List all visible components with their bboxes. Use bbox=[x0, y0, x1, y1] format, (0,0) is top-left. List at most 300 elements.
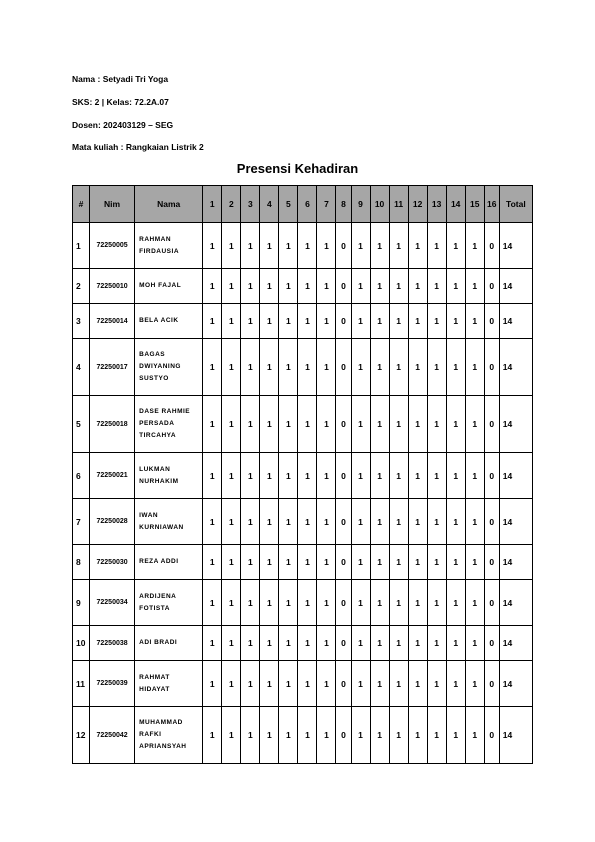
attendance-cell: 1 bbox=[389, 545, 408, 580]
column-header: 8 bbox=[336, 186, 351, 223]
attendance-cell: 1 bbox=[389, 707, 408, 764]
attendance-cell: 0 bbox=[336, 499, 351, 545]
attendance-cell: 1 bbox=[389, 661, 408, 707]
attendance-cell: 1 bbox=[279, 580, 298, 626]
attendance-cell: 1 bbox=[427, 545, 446, 580]
attendance-cell: 1 bbox=[222, 707, 241, 764]
attendance-cell: 1 bbox=[279, 661, 298, 707]
attendance-cell: 1 bbox=[446, 707, 465, 764]
total-cell: 14 bbox=[499, 453, 532, 499]
attendance-cell: 1 bbox=[260, 304, 279, 339]
attendance-cell: 1 bbox=[408, 339, 427, 396]
attendance-cell: 0 bbox=[336, 453, 351, 499]
attendance-cell: 1 bbox=[446, 545, 465, 580]
student-nim: 72250034 bbox=[90, 580, 135, 626]
student-name-line: LUKMAN bbox=[139, 465, 171, 473]
student-name-cell bbox=[135, 707, 203, 764]
attendance-cell: 0 bbox=[336, 304, 351, 339]
attendance-cell: 1 bbox=[446, 626, 465, 661]
attendance-cell: 1 bbox=[351, 223, 370, 269]
attendance-cell: 1 bbox=[260, 453, 279, 499]
attendance-cell: 1 bbox=[370, 396, 389, 453]
attendance-cell: 1 bbox=[222, 223, 241, 269]
row-number: 5 bbox=[73, 396, 90, 453]
student-nim: 72250038 bbox=[90, 626, 135, 661]
attendance-cell: 0 bbox=[336, 661, 351, 707]
column-header: 9 bbox=[351, 186, 370, 223]
student-nim: 72250042 bbox=[90, 707, 135, 764]
attendance-cell: 1 bbox=[465, 396, 484, 453]
attendance-cell: 1 bbox=[279, 453, 298, 499]
attendance-cell: 1 bbox=[317, 707, 336, 764]
row-number: 7 bbox=[73, 499, 90, 545]
attendance-cell: 1 bbox=[370, 269, 389, 304]
attendance-cell: 1 bbox=[241, 396, 260, 453]
attendance-cell: 1 bbox=[465, 626, 484, 661]
student-name-line: REZA ADDI bbox=[139, 558, 179, 565]
column-header: 7 bbox=[317, 186, 336, 223]
attendance-cell: 1 bbox=[260, 396, 279, 453]
attendance-cell: 1 bbox=[241, 545, 260, 580]
student-name-cell bbox=[135, 545, 203, 580]
attendance-cell: 1 bbox=[465, 339, 484, 396]
attendance-cell: 1 bbox=[351, 626, 370, 661]
student-name-line: DWIYANING bbox=[139, 363, 181, 370]
attendance-cell: 1 bbox=[222, 339, 241, 396]
attendance-cell: 0 bbox=[336, 626, 351, 661]
table-row bbox=[73, 453, 533, 499]
attendance-cell: 1 bbox=[427, 269, 446, 304]
attendance-cell: 1 bbox=[427, 396, 446, 453]
attendance-cell: 0 bbox=[484, 396, 499, 453]
attendance-cell: 1 bbox=[260, 661, 279, 707]
student-nim: 72250030 bbox=[90, 545, 135, 580]
attendance-cell: 1 bbox=[389, 499, 408, 545]
row-number: 9 bbox=[73, 580, 90, 626]
lecturer: Dosen: 202403129 – SEG bbox=[72, 120, 174, 130]
column-header: 6 bbox=[298, 186, 317, 223]
column-header: 14 bbox=[446, 186, 465, 223]
attendance-cell: 1 bbox=[427, 453, 446, 499]
attendance-cell: 1 bbox=[317, 453, 336, 499]
attendance-cell: 1 bbox=[279, 626, 298, 661]
attendance-cell: 1 bbox=[222, 269, 241, 304]
attendance-cell: 1 bbox=[279, 545, 298, 580]
attendance-cell: 1 bbox=[222, 580, 241, 626]
attendance-cell: 1 bbox=[222, 661, 241, 707]
attendance-cell: 1 bbox=[427, 339, 446, 396]
attendance-cell: 1 bbox=[446, 269, 465, 304]
attendance-cell: 1 bbox=[446, 223, 465, 269]
attendance-cell: 1 bbox=[389, 223, 408, 269]
total-cell: 14 bbox=[499, 661, 532, 707]
table-row bbox=[73, 396, 533, 453]
attendance-cell: 1 bbox=[465, 580, 484, 626]
attendance-cell: 1 bbox=[465, 707, 484, 764]
attendance-cell: 0 bbox=[336, 707, 351, 764]
attendance-cell: 1 bbox=[298, 580, 317, 626]
attendance-cell: 1 bbox=[279, 707, 298, 764]
total-cell: 14 bbox=[499, 304, 532, 339]
student-name-cell bbox=[135, 453, 203, 499]
student-name-line: RAFKI bbox=[139, 731, 162, 738]
column-header: 1 bbox=[203, 186, 222, 223]
attendance-cell: 1 bbox=[241, 304, 260, 339]
attendance-cell: 1 bbox=[465, 453, 484, 499]
student-name-line: DASE RAHMIE bbox=[139, 408, 191, 415]
attendance-cell: 1 bbox=[351, 396, 370, 453]
course-name: Mata kuliah : Rangkaian Listrik 2 bbox=[72, 142, 204, 152]
attendance-cell: 1 bbox=[317, 499, 336, 545]
attendance-cell: 0 bbox=[336, 269, 351, 304]
student-name-line: BAGAS bbox=[139, 351, 166, 358]
attendance-cell: 1 bbox=[298, 626, 317, 661]
total-cell: 14 bbox=[499, 339, 532, 396]
attendance-cell: 1 bbox=[298, 661, 317, 707]
attendance-cell: 1 bbox=[279, 269, 298, 304]
attendance-cell: 1 bbox=[465, 661, 484, 707]
row-number: 1 bbox=[73, 223, 90, 269]
attendance-cell: 1 bbox=[260, 269, 279, 304]
attendance-cell: 1 bbox=[465, 499, 484, 545]
student-name-line: IWAN bbox=[139, 511, 159, 519]
attendance-cell: 1 bbox=[279, 223, 298, 269]
column-header: 13 bbox=[427, 186, 446, 223]
attendance-cell: 1 bbox=[351, 580, 370, 626]
attendance-cell: 0 bbox=[484, 626, 499, 661]
attendance-cell: 1 bbox=[427, 580, 446, 626]
student-name-cell bbox=[135, 580, 203, 626]
attendance-cell: 1 bbox=[317, 269, 336, 304]
total-cell: 14 bbox=[499, 396, 532, 453]
attendance-cell: 1 bbox=[351, 269, 370, 304]
attendance-cell: 1 bbox=[260, 223, 279, 269]
attendance-cell: 1 bbox=[203, 396, 222, 453]
attendance-table bbox=[72, 185, 533, 764]
attendance-cell: 1 bbox=[260, 707, 279, 764]
attendance-cell: 1 bbox=[222, 453, 241, 499]
table-row bbox=[73, 661, 533, 707]
row-number: 11 bbox=[73, 661, 90, 707]
attendance-cell: 1 bbox=[370, 626, 389, 661]
student-name-line: PERSADA bbox=[139, 420, 175, 427]
attendance-cell: 1 bbox=[389, 269, 408, 304]
attendance-cell: 1 bbox=[203, 223, 222, 269]
attendance-cell: 1 bbox=[427, 626, 446, 661]
attendance-cell: 1 bbox=[408, 707, 427, 764]
student-name-cell bbox=[135, 223, 203, 269]
attendance-cell: 0 bbox=[484, 661, 499, 707]
student-name-line: MUHAMMAD bbox=[139, 719, 183, 726]
sks-class: SKS: 2 | Kelas: 72.2A.07 bbox=[72, 97, 169, 107]
attendance-cell: 1 bbox=[446, 499, 465, 545]
attendance-cell: 0 bbox=[484, 269, 499, 304]
attendance-cell: 1 bbox=[222, 499, 241, 545]
table-row bbox=[73, 269, 533, 304]
row-number: 12 bbox=[73, 707, 90, 764]
table-header-row bbox=[73, 186, 533, 223]
student-name-line: RAHMAN bbox=[139, 235, 172, 243]
attendance-cell: 1 bbox=[389, 453, 408, 499]
attendance-cell: 1 bbox=[465, 269, 484, 304]
table-row bbox=[73, 304, 533, 339]
attendance-cell: 1 bbox=[279, 304, 298, 339]
attendance-cell: 1 bbox=[203, 453, 222, 499]
attendance-cell: 1 bbox=[298, 545, 317, 580]
attendance-cell: 1 bbox=[446, 339, 465, 396]
student-name-cell bbox=[135, 396, 203, 453]
table-row bbox=[73, 339, 533, 396]
row-number: 4 bbox=[73, 339, 90, 396]
student-name-cell bbox=[135, 626, 203, 661]
attendance-cell: 1 bbox=[427, 707, 446, 764]
attendance-cell: 1 bbox=[389, 396, 408, 453]
student-name-line: APRIANSYAH bbox=[139, 743, 187, 750]
attendance-cell: 1 bbox=[389, 339, 408, 396]
attendance-cell: 1 bbox=[241, 626, 260, 661]
column-header: 11 bbox=[389, 186, 408, 223]
column-header: 4 bbox=[260, 186, 279, 223]
total-cell: 14 bbox=[499, 499, 532, 545]
attendance-cell: 0 bbox=[484, 545, 499, 580]
student-nim: 72250021 bbox=[90, 453, 135, 499]
total-cell: 14 bbox=[499, 269, 532, 304]
total-cell: 14 bbox=[499, 626, 532, 661]
attendance-cell: 1 bbox=[298, 269, 317, 304]
attendance-cell: 1 bbox=[317, 626, 336, 661]
attendance-cell: 1 bbox=[260, 499, 279, 545]
total-cell: 14 bbox=[499, 580, 532, 626]
attendance-cell: 1 bbox=[260, 580, 279, 626]
attendance-cell: 1 bbox=[351, 453, 370, 499]
attendance-cell: 1 bbox=[241, 223, 260, 269]
student-name-line: KURNIAWAN bbox=[139, 523, 184, 531]
attendance-cell: 0 bbox=[484, 304, 499, 339]
row-number: 3 bbox=[73, 304, 90, 339]
attendance-cell: 1 bbox=[241, 453, 260, 499]
total-cell: 14 bbox=[499, 707, 532, 764]
attendance-cell: 1 bbox=[279, 499, 298, 545]
attendance-cell: 1 bbox=[260, 545, 279, 580]
attendance-cell: 1 bbox=[370, 661, 389, 707]
table-row bbox=[73, 707, 533, 764]
student-nim: 72250005 bbox=[90, 223, 135, 269]
column-header: 10 bbox=[370, 186, 389, 223]
attendance-cell: 1 bbox=[408, 453, 427, 499]
total-cell: 14 bbox=[499, 545, 532, 580]
page-title: Presensi Kehadiran bbox=[236, 161, 359, 176]
attendance-cell: 1 bbox=[408, 499, 427, 545]
attendance-cell: 1 bbox=[241, 499, 260, 545]
table-row bbox=[73, 545, 533, 580]
attendance-cell: 1 bbox=[241, 580, 260, 626]
attendance-cell: 0 bbox=[336, 580, 351, 626]
attendance-cell: 1 bbox=[446, 304, 465, 339]
student-name-line: TIRCAHYA bbox=[139, 432, 177, 439]
attendance-cell: 1 bbox=[465, 545, 484, 580]
attendance-cell: 1 bbox=[317, 223, 336, 269]
attendance-cell: 0 bbox=[484, 339, 499, 396]
attendance-cell: 0 bbox=[484, 580, 499, 626]
attendance-cell: 1 bbox=[203, 545, 222, 580]
column-header: 2 bbox=[222, 186, 241, 223]
student-name-line: ARDIJENA bbox=[139, 592, 177, 600]
row-number: 10 bbox=[73, 626, 90, 661]
column-header: 15 bbox=[465, 186, 484, 223]
attendance-cell: 1 bbox=[408, 545, 427, 580]
attendance-cell: 1 bbox=[351, 339, 370, 396]
table-row bbox=[73, 499, 533, 545]
attendance-cell: 1 bbox=[370, 453, 389, 499]
attendance-cell: 1 bbox=[203, 339, 222, 396]
attendance-cell: 1 bbox=[222, 545, 241, 580]
student-nim: 72250014 bbox=[90, 304, 135, 339]
attendance-cell: 1 bbox=[351, 499, 370, 545]
attendance-cell: 1 bbox=[203, 499, 222, 545]
attendance-cell: 1 bbox=[370, 545, 389, 580]
student-name-line: FOTISTA bbox=[139, 604, 170, 612]
attendance-cell: 1 bbox=[279, 396, 298, 453]
attendance-cell: 1 bbox=[222, 304, 241, 339]
attendance-cell: 1 bbox=[203, 580, 222, 626]
attendance-cell: 1 bbox=[408, 269, 427, 304]
attendance-cell: 1 bbox=[298, 499, 317, 545]
attendance-cell: 1 bbox=[408, 223, 427, 269]
row-number: 8 bbox=[73, 545, 90, 580]
column-header: 16 bbox=[484, 186, 499, 223]
total-cell: 14 bbox=[499, 223, 532, 269]
attendance-cell: 1 bbox=[317, 304, 336, 339]
attendance-cell: 1 bbox=[427, 304, 446, 339]
attendance-cell: 1 bbox=[203, 304, 222, 339]
attendance-cell: 1 bbox=[203, 626, 222, 661]
student-name-cell bbox=[135, 304, 203, 339]
attendance-cell: 1 bbox=[298, 707, 317, 764]
attendance-cell: 1 bbox=[298, 339, 317, 396]
attendance-cell: 1 bbox=[298, 304, 317, 339]
table-row bbox=[73, 626, 533, 661]
attendance-cell: 1 bbox=[241, 269, 260, 304]
attendance-cell: 1 bbox=[260, 626, 279, 661]
column-header: Total bbox=[499, 186, 532, 223]
attendance-cell: 1 bbox=[446, 396, 465, 453]
attendance-cell: 1 bbox=[446, 580, 465, 626]
column-header: 3 bbox=[241, 186, 260, 223]
table-row bbox=[73, 580, 533, 626]
attendance-cell: 1 bbox=[260, 339, 279, 396]
column-header: # bbox=[73, 186, 90, 223]
attendance-cell: 0 bbox=[484, 223, 499, 269]
attendance-cell: 1 bbox=[408, 580, 427, 626]
row-number: 2 bbox=[73, 269, 90, 304]
table-row bbox=[73, 223, 533, 269]
student-name-cell bbox=[135, 269, 203, 304]
student-nim: 72250010 bbox=[90, 269, 135, 304]
student-name-line: HIDAYAT bbox=[139, 685, 170, 693]
attendance-cell: 0 bbox=[336, 545, 351, 580]
attendance-cell: 1 bbox=[351, 707, 370, 764]
attendance-cell: 1 bbox=[203, 269, 222, 304]
attendance-cell: 1 bbox=[465, 223, 484, 269]
row-number: 6 bbox=[73, 453, 90, 499]
column-header: Nim bbox=[90, 186, 135, 223]
student-name-line: MOH FAJAL bbox=[139, 282, 182, 289]
attendance-cell: 0 bbox=[484, 499, 499, 545]
student-name-cell bbox=[135, 661, 203, 707]
attendance-cell: 1 bbox=[317, 339, 336, 396]
attendance-cell: 1 bbox=[203, 707, 222, 764]
student-name-line: SUSTYO bbox=[139, 375, 169, 382]
attendance-cell: 1 bbox=[203, 661, 222, 707]
student-name-cell bbox=[135, 499, 203, 545]
column-header: 12 bbox=[408, 186, 427, 223]
column-header: 5 bbox=[279, 186, 298, 223]
student-nim: 72250039 bbox=[90, 661, 135, 707]
attendance-cell: 1 bbox=[241, 661, 260, 707]
attendance-cell: 1 bbox=[222, 396, 241, 453]
attendance-cell: 1 bbox=[465, 304, 484, 339]
attendance-cell: 1 bbox=[408, 626, 427, 661]
student-nim: 72250028 bbox=[90, 499, 135, 545]
attendance-cell: 0 bbox=[336, 396, 351, 453]
attendance-cell: 1 bbox=[389, 304, 408, 339]
attendance-cell: 1 bbox=[427, 661, 446, 707]
attendance-cell: 1 bbox=[408, 304, 427, 339]
attendance-cell: 1 bbox=[241, 339, 260, 396]
attendance-cell: 1 bbox=[351, 661, 370, 707]
attendance-cell: 1 bbox=[408, 661, 427, 707]
attendance-cell: 1 bbox=[298, 453, 317, 499]
attendance-cell: 1 bbox=[427, 499, 446, 545]
student-nim: 72250018 bbox=[90, 396, 135, 453]
attendance-cell: 1 bbox=[298, 396, 317, 453]
attendance-cell: 1 bbox=[370, 499, 389, 545]
attendance-cell: 1 bbox=[317, 396, 336, 453]
attendance-cell: 1 bbox=[317, 545, 336, 580]
student-name-line: FIRDAUSIA bbox=[139, 247, 180, 255]
student-name-line: RAHMAT bbox=[139, 673, 170, 681]
student-name-cell bbox=[135, 339, 203, 396]
attendance-cell: 1 bbox=[427, 223, 446, 269]
attendance-cell: 1 bbox=[370, 580, 389, 626]
attendance-cell: 1 bbox=[222, 626, 241, 661]
attendance-cell: 1 bbox=[351, 304, 370, 339]
attendance-cell: 1 bbox=[370, 223, 389, 269]
attendance-cell: 1 bbox=[446, 661, 465, 707]
attendance-cell: 1 bbox=[370, 339, 389, 396]
column-header: Nama bbox=[135, 186, 203, 223]
student-name-line: ADI BRADI bbox=[139, 639, 178, 646]
attendance-cell: 1 bbox=[279, 339, 298, 396]
attendance-cell: 0 bbox=[484, 707, 499, 764]
attendance-cell: 1 bbox=[317, 580, 336, 626]
attendance-cell: 1 bbox=[370, 707, 389, 764]
attendance-cell: 0 bbox=[484, 453, 499, 499]
student-nim: 72250017 bbox=[90, 339, 135, 396]
attendance-cell: 1 bbox=[408, 396, 427, 453]
student-name-line: NURHAKIM bbox=[139, 477, 179, 485]
student-name: Nama : Setyadi Tri Yoga bbox=[72, 74, 169, 84]
attendance-cell: 1 bbox=[351, 545, 370, 580]
attendance-cell: 1 bbox=[389, 580, 408, 626]
attendance-cell: 1 bbox=[317, 661, 336, 707]
student-name-line: BELA ACIK bbox=[139, 317, 179, 324]
attendance-cell: 1 bbox=[241, 707, 260, 764]
attendance-cell: 1 bbox=[389, 626, 408, 661]
attendance-cell: 1 bbox=[446, 453, 465, 499]
attendance-cell: 0 bbox=[336, 223, 351, 269]
attendance-cell: 1 bbox=[298, 223, 317, 269]
